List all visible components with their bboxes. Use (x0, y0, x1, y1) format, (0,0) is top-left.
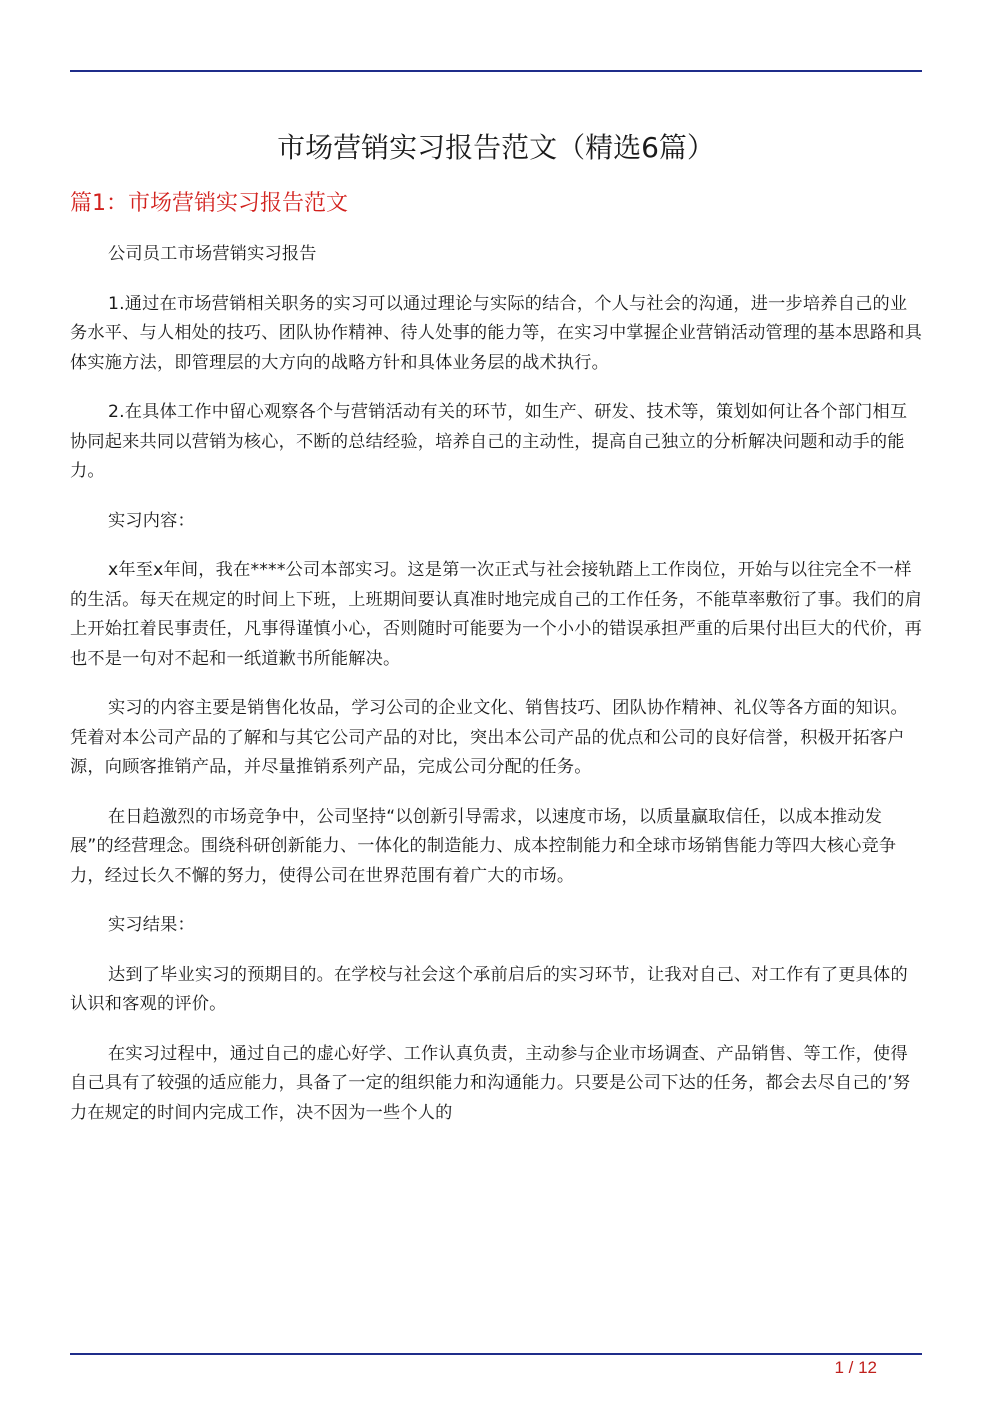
paragraph: 1.通过在市场营销相关职务的实习可以通过理论与实际的结合，个人与社会的沟通，进一步培养自己的业务水平、与人相处的技巧、团队协作精神、待人处事的能力等，在实习中掌握企业营销活动管理的基本思路和具体实施方法，即管理层的大方向的战略方针和具体业务层的战术执行。 (70, 293, 922, 373)
paragraph: 在实习过程中，通过自己的虚心好学、工作认真负责，主动参与企业市场调查、产品销售、等工作，使得自己具有了较强的适应能力，具备了一定的组织能力和沟通能力。只要是公司下达的任务，都会去尽自己的’努力在规定的时间内完成工作，决不因为一些个人的 (70, 1043, 911, 1123)
document-body (70, 240, 922, 1148)
paragraph: x年至x年间，我在****公司本部实习。这是第一次正式与社会接轨踏上工作岗位，开始与以往完全不一样的生活。每天在规定的时间上下班，上班期间要认真准时地完成自己的工作任务，不能草率敷衍了事。我们的肩上开始扛着民事责任，凡事得谨慎小心，否则随时可能要为一个小小的错误承担严重的后果付出巨大的代价，再也不是一句对不起和一纸道歉书所能解决。 (70, 560, 922, 669)
paragraph: 公司员工市场营销实习报告 (108, 244, 317, 264)
paragraph: 达到了毕业实习的预期目的。在学校与社会这个承前启后的实习环节，让我对自己、对工作有了更具体的认识和客观的评价。 (70, 964, 908, 1014)
section-heading: 篇1：市场营销实习报告范文 (70, 191, 348, 216)
footer-rule (70, 1353, 922, 1355)
paragraph: 实习的内容主要是销售化妆品，学习公司的企业文化、销售技巧、团队协作精神、礼仪等各方面的知识。凭着对本公司产品的了解和与其它公司产品的对比，突出本公司产品的优点和公司的良好信誉，积极开拓客户源，向顾客推销产品，并尽量推销系列产品，完成公司分配的任务。 (70, 698, 908, 777)
document-title: 市场营销实习报告范文（精选6篇） (277, 131, 715, 164)
page-number: 1 / 12 (834, 1358, 877, 1377)
paragraph: 实习内容： (108, 510, 195, 531)
header-rule (70, 70, 922, 72)
paragraph: 2.在具体工作中留心观察各个与营销活动有关的环节，如生产、研发、技术等，策划如何让各个部门相互协同起来共同以营销为核心，不断的总结经验，培养自己的主动性，提高自己独立的分析解决问题和动手的能力。 (70, 402, 908, 481)
paragraph: 在日趋激烈的市场竞争中，公司坚持“以创新引导需求，以速度市场，以质量赢取信任，以成本推动发展”的经营理念。围绕科研创新能力、一体化的制造能力、成本控制能力和全球市场销售能力等四大核心竞争力，经过长久不懈的努力，使得公司在世界范围有着广大的市场。 (70, 806, 897, 886)
paragraph: 实习结果： (108, 915, 195, 935)
